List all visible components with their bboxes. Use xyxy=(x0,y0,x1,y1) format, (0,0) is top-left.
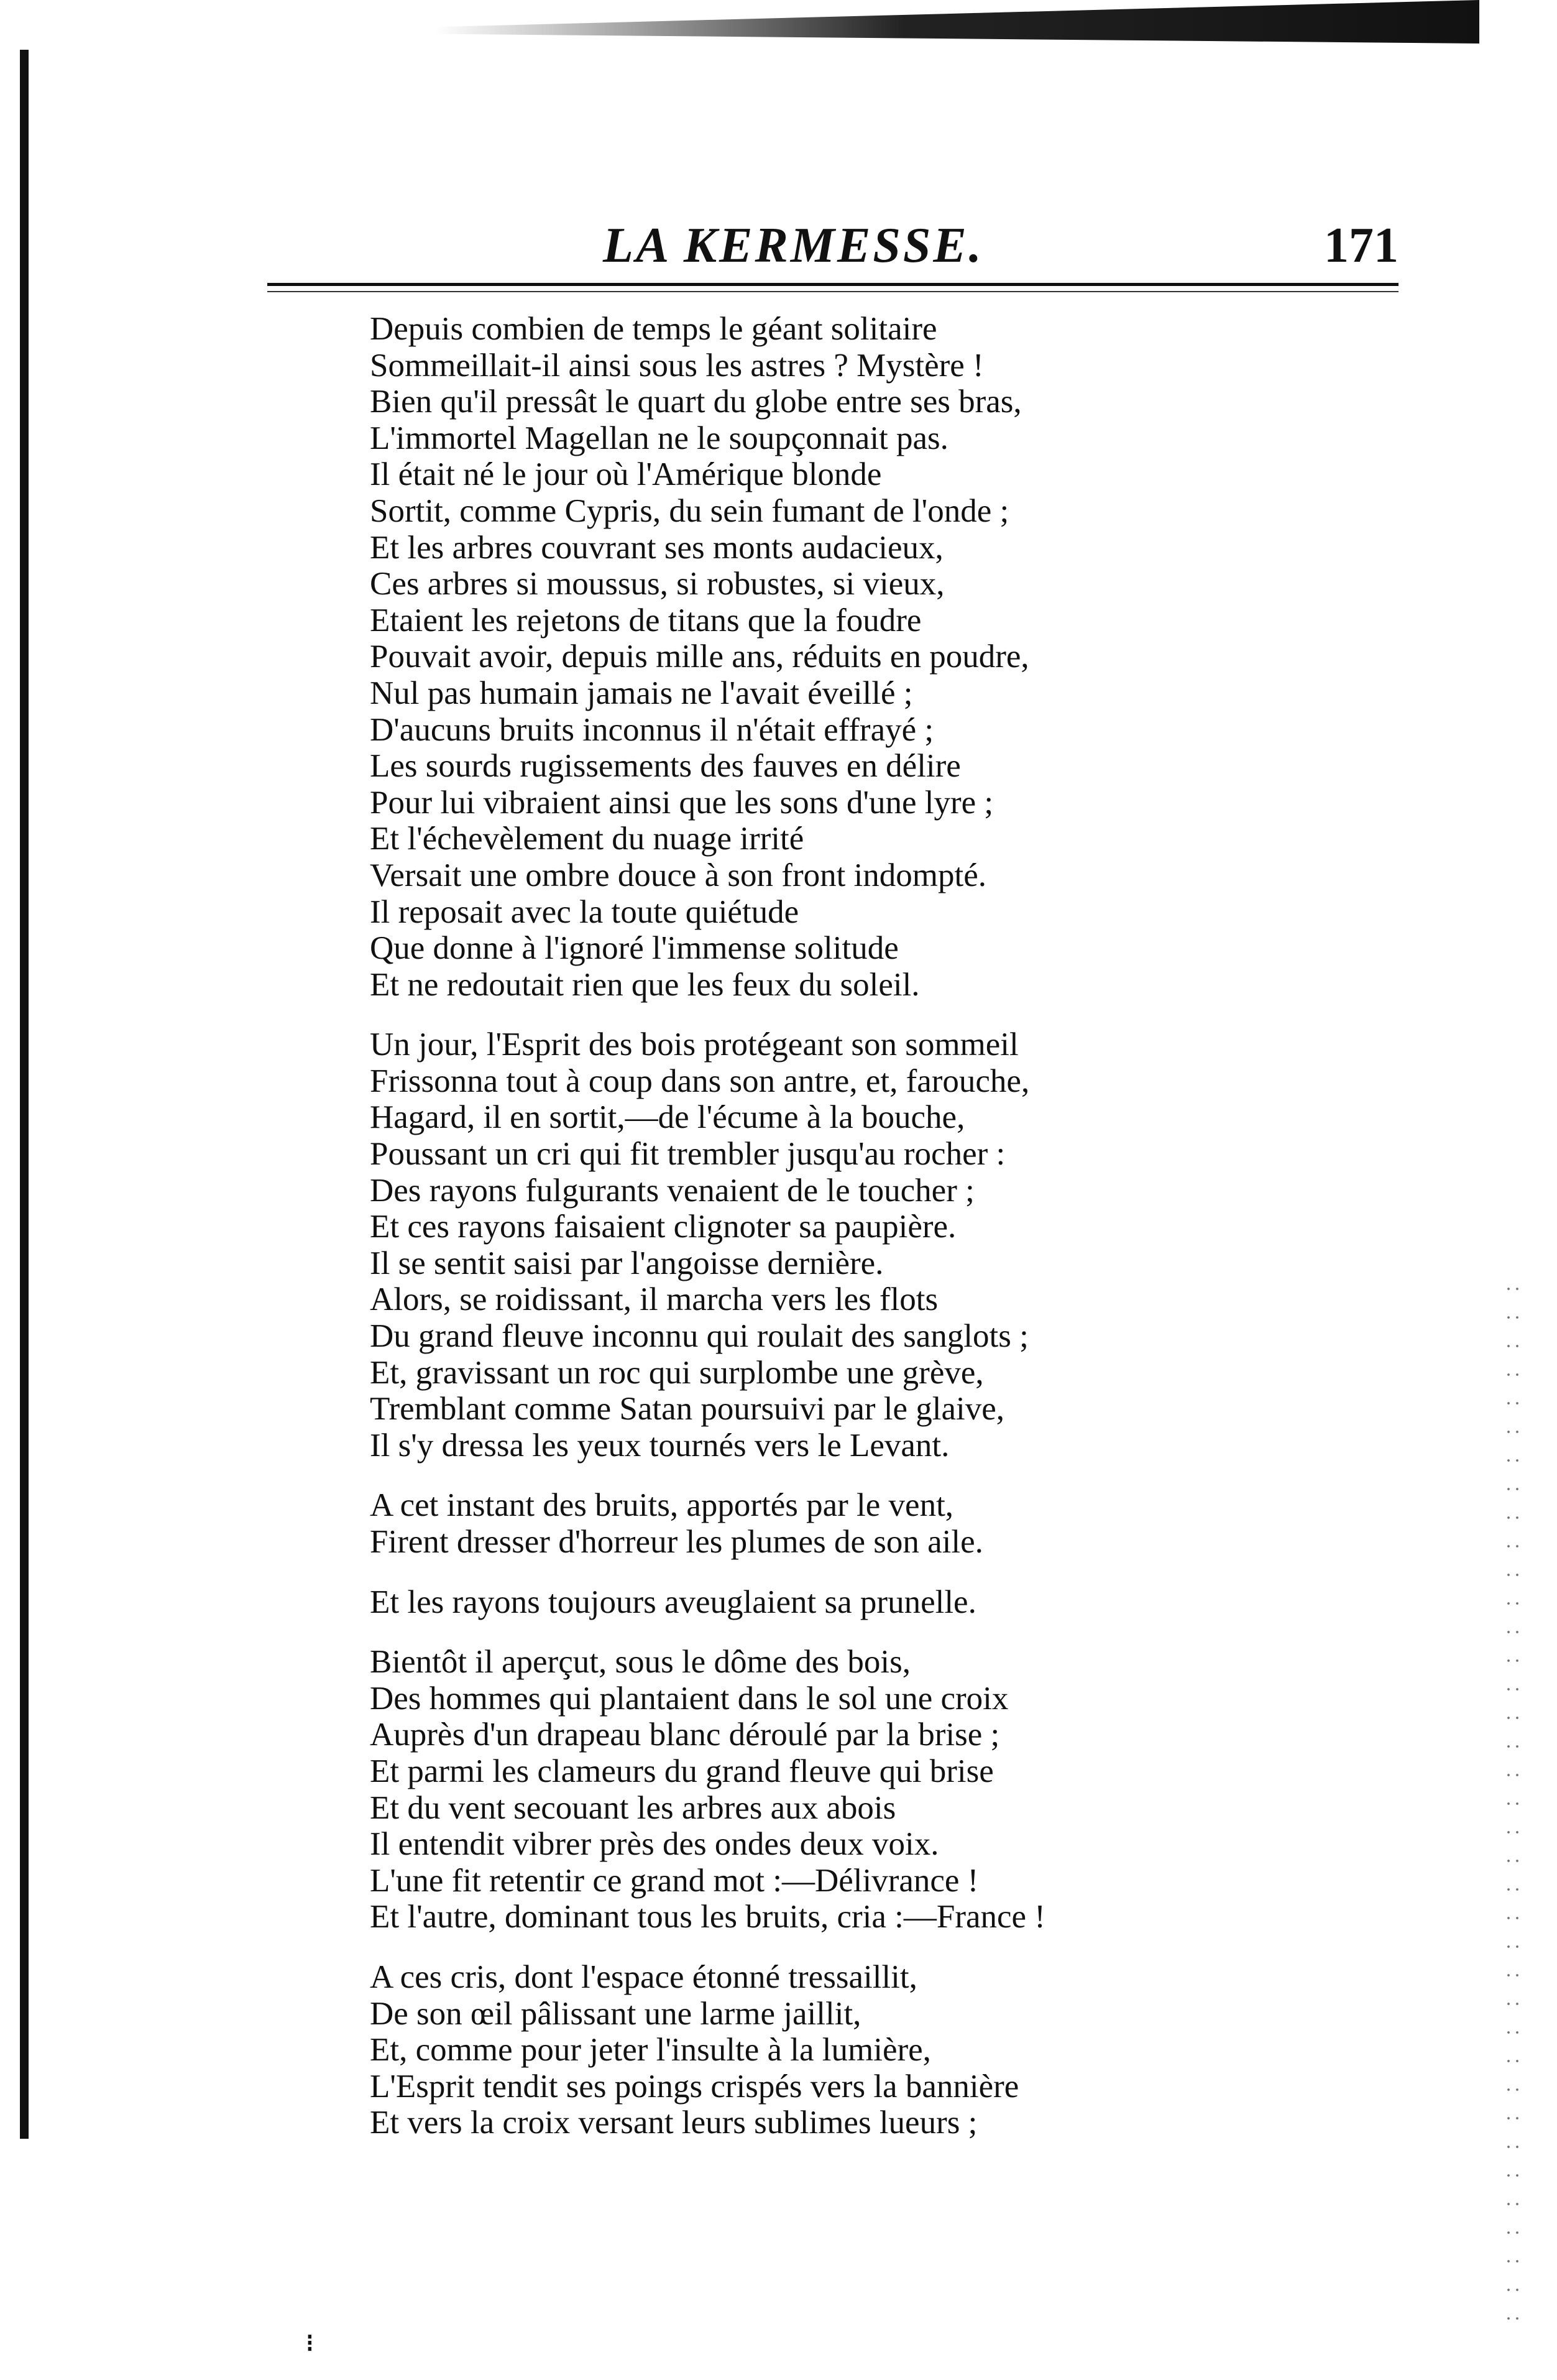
verse-line: D'aucuns bruits inconnus il n'était effrayé ; xyxy=(370,711,934,748)
verse-line: Pour lui vibraient ainsi que les sons d'une lyre ; xyxy=(370,784,994,821)
verse-line: Du grand fleuve inconnu qui roulait des sanglots ; xyxy=(370,1318,1029,1355)
stanza xyxy=(370,1959,1389,2141)
header-rule-thin xyxy=(267,291,1399,292)
verse-line: Frissonna tout à coup dans son antre, et, farouche, xyxy=(370,1063,1030,1099)
verse-line: Et parmi les clameurs du grand fleuve qui brise xyxy=(370,1753,994,1789)
verse-line: De son œil pâlissant une larme jaillit, xyxy=(370,1995,861,2032)
stanza xyxy=(370,311,1389,1003)
verse-line: Sommeillait-il ainsi sous les astres ? Mystère ! xyxy=(370,347,984,384)
verse-line: Que donne à l'ignoré l'immense solitude xyxy=(370,930,899,967)
verse-line: A ces cris, dont l'espace étonné tressaillit, xyxy=(370,1958,917,1995)
verse-line: Il se sentit saisi par l'angoisse dernière. xyxy=(370,1245,884,1281)
verse-line: Et les rayons toujours aveuglaient sa prunelle. xyxy=(370,1584,976,1620)
stanza xyxy=(370,1026,1389,1464)
margin-specks xyxy=(1504,1275,1523,2332)
verse-line: Il reposait avec la toute quiétude xyxy=(370,893,799,930)
verse-line: Et les arbres couvrant ses monts audacieux, xyxy=(370,529,944,566)
verse-line: L'Esprit tendit ses poings crispés vers la bannière xyxy=(370,2068,1019,2105)
verse-line: Ces arbres si moussus, si robustes, si vieux, xyxy=(370,566,945,602)
verse-line: Et du vent secouant les arbres aux abois xyxy=(370,1789,896,1826)
stanza xyxy=(370,1584,1389,1621)
verse-line: Des hommes qui plantaient dans le sol une croix xyxy=(370,1680,1009,1717)
poem-body xyxy=(370,311,1389,2165)
verse-line: Les sourds rugissements des fauves en délire xyxy=(370,748,961,785)
verse-line: Des rayons fulgurants venaient de le toucher ; xyxy=(370,1172,975,1209)
verse-line: Bien qu'il pressât le quart du globe entre ses bras, xyxy=(370,384,1022,420)
verse-line: Et l'échevèlement du nuage irrité xyxy=(370,821,804,857)
binding-edge xyxy=(20,50,29,2139)
verse-line: L'une fit retentir ce grand mot :—Délivrance ! xyxy=(370,1862,979,1899)
running-title: LA KERMESSE. xyxy=(603,218,984,273)
stanza xyxy=(370,1487,1389,1560)
verse-line: Et vers la croix versant leurs sublimes lueurs ; xyxy=(370,2105,978,2141)
verse-line: Un jour, l'Esprit des bois protégeant son sommeil xyxy=(370,1026,1019,1063)
verse-line: Il entendit vibrer près des ondes deux voix. xyxy=(370,1826,939,1863)
verse-line: Depuis combien de temps le géant solitaire xyxy=(370,311,937,347)
page-number: 171 xyxy=(1324,218,1399,273)
verse-line: Et, gravissant un roc qui surplombe une grève, xyxy=(370,1354,984,1391)
verse-line: Et ne redoutait rien que les feux du soleil. xyxy=(370,966,920,1003)
stanza xyxy=(370,1644,1389,1935)
footer-mark: ⁝ xyxy=(306,2329,314,2357)
verse-line: L'immortel Magellan ne le soupçonnait pas. xyxy=(370,420,948,456)
verse-line: A cet instant des bruits, apportés par le vent, xyxy=(370,1487,954,1524)
verse-line: Hagard, il en sortit,—de l'écume à la bouche, xyxy=(370,1099,965,1136)
verse-line: Il était né le jour où l'Amérique blonde xyxy=(370,456,882,493)
verse-line: Nul pas humain jamais ne l'avait éveillé ; xyxy=(370,675,913,711)
verse-line: Pouvait avoir, depuis mille ans, réduits en poudre, xyxy=(370,639,1029,675)
header-rule xyxy=(267,283,1399,286)
verse-line: Poussant un cri qui fit trembler jusqu'au rocher : xyxy=(370,1136,1006,1173)
verse-line: Versait une ombre douce à son front indompté. xyxy=(370,857,987,893)
verse-line: Firent dresser d'horreur les plumes de son aile. xyxy=(370,1524,983,1560)
verse-line: Il s'y dressa les yeux tournés vers le Levant. xyxy=(370,1427,950,1464)
top-edge-rule xyxy=(435,0,1479,44)
verse-line: Etaient les rejetons de titans que la foudre xyxy=(370,602,922,639)
verse-line: Et, comme pour jeter l'insulte à la lumière, xyxy=(370,2032,931,2069)
verse-line: Tremblant comme Satan poursuivi par le glaive, xyxy=(370,1391,1005,1428)
verse-line: Et l'autre, dominant tous les bruits, cria :—France ! xyxy=(370,1899,1045,1935)
verse-line: Alors, se roidissant, il marcha vers les flots xyxy=(370,1281,939,1318)
verse-line: Bientôt il aperçut, sous le dôme des bois, xyxy=(370,1644,911,1681)
verse-line: Auprès d'un drapeau blanc déroulé par la brise ; xyxy=(370,1717,1000,1753)
page-header xyxy=(267,211,1399,280)
verse-line: Et ces rayons faisaient clignoter sa paupière. xyxy=(370,1209,957,1245)
verse-line: Sortit, comme Cypris, du sein fumant de l'onde ; xyxy=(370,492,1009,529)
